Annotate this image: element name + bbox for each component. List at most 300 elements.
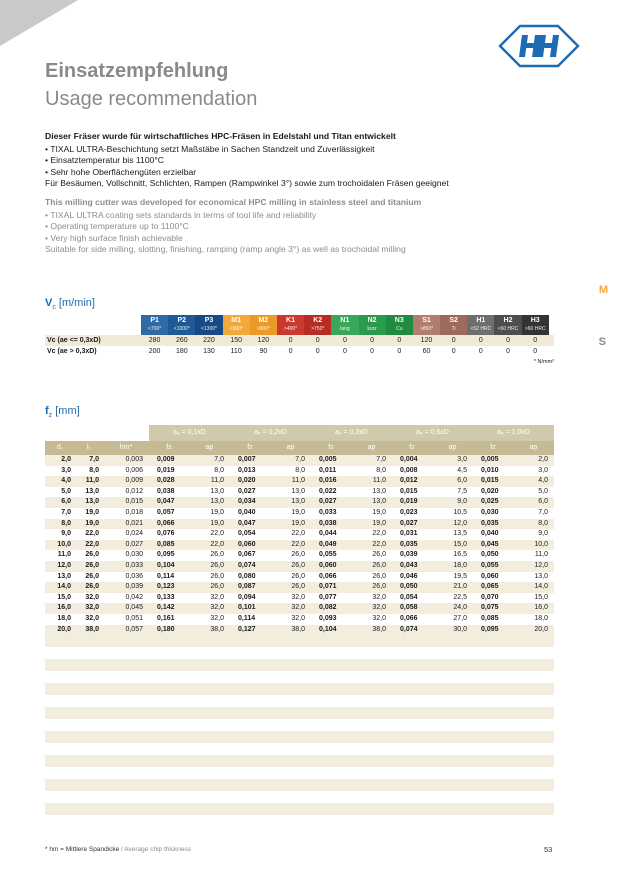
vc-value: 0 [370, 337, 375, 344]
hh-logo-icon [498, 24, 580, 68]
table-cell: 0,080 [238, 572, 256, 580]
table-cell: 32,0 [291, 614, 305, 622]
table-cell: 16,5 [453, 551, 467, 559]
empty-row [45, 767, 554, 779]
table-cell: 22,0 [85, 540, 99, 548]
table-cell: 6,0 [457, 477, 467, 485]
material-name: H3 [530, 317, 540, 324]
table-cell: 0,005 [481, 456, 499, 463]
table-row [45, 455, 554, 466]
col-header-l1: l₁ [87, 444, 91, 451]
table-cell: 0,039 [125, 583, 143, 591]
table-cell: 0,051 [125, 614, 143, 622]
material-name: H1 [476, 317, 486, 324]
table-cell: 0,004 [400, 456, 418, 463]
table-row [45, 614, 554, 625]
col-header-ap: ap [367, 444, 376, 451]
table-cell: 2,0 [61, 456, 71, 463]
footnote [45, 846, 191, 853]
table-cell: 26,0 [291, 561, 305, 569]
vc-value: 200 [148, 348, 161, 355]
table-cell: 32,0 [85, 604, 99, 612]
table-row [45, 593, 554, 604]
table-cell: 15,0 [57, 593, 71, 601]
empty-row [45, 635, 554, 647]
vc-heading [45, 297, 95, 311]
material-header-cell [359, 315, 386, 335]
col-header-fz: fz [409, 444, 415, 451]
col-header-ap: ap [448, 444, 457, 451]
material-header-cell [467, 315, 494, 335]
table-cell: 4,5 [457, 466, 467, 474]
material-spec: <700* [147, 326, 162, 332]
table-cell: 0,058 [400, 604, 418, 612]
material-spec: <60 HRC [497, 326, 519, 332]
table-cell: 0,023 [400, 508, 418, 516]
table-row [45, 529, 554, 540]
intro-line-de: Für Besäumen, Vollschnitt, Schlichten, Rampen (Rampwinkel 3°) sowie zum trochoidalen Fräsen geeignet [45, 177, 449, 188]
table-row [45, 582, 554, 593]
table-cell: 22,0 [372, 530, 386, 538]
vc-value: 280 [148, 337, 161, 344]
table-cell: 0,007 [238, 456, 256, 463]
table-cell: 0,040 [238, 508, 256, 516]
table-cell: 0,114 [157, 572, 175, 580]
material-header-cell [522, 315, 549, 335]
table-cell: 0,013 [238, 466, 256, 474]
table-cell: 9,0 [538, 530, 548, 538]
vc-row-label: Vc (ae > 0,3xD) [47, 348, 97, 355]
vc-value: 120 [257, 337, 270, 344]
vc-value: 0 [370, 348, 375, 355]
intro-bullet-en: • TIXAL ULTRA coating sets standards in terms of tool life and reliability [45, 210, 317, 221]
col-header-fz: fz [328, 444, 334, 451]
empty-row [45, 791, 554, 803]
vc-value: 180 [175, 348, 188, 355]
table-cell: 0,003 [125, 456, 143, 463]
table-cell: 6,0 [61, 498, 71, 506]
vc-value: 120 [420, 337, 433, 344]
table-cell: 19,5 [453, 572, 467, 580]
material-header-cell [331, 315, 358, 335]
table-cell: 26,0 [372, 583, 386, 591]
table-cell: 0,020 [481, 487, 499, 495]
table-cell: 0,030 [125, 551, 143, 559]
table-cell: 0,022 [319, 487, 337, 495]
table-cell: 26,0 [372, 561, 386, 569]
table-cell: 16,0 [534, 604, 548, 612]
table-cell: 14,0 [534, 583, 548, 591]
fz-table [45, 425, 554, 827]
table-cell: 0,104 [157, 561, 175, 569]
table-cell: 18,0 [453, 561, 467, 569]
table-cell: 8,0 [89, 466, 99, 474]
table-cell: 13,0 [372, 487, 386, 495]
material-spec: <900* [229, 326, 243, 332]
table-cell: 19,0 [372, 519, 386, 527]
table-cell: 26,0 [85, 551, 99, 559]
table-cell: 0,015 [125, 498, 143, 506]
vc-value: 150 [230, 337, 242, 344]
table-cell: 0,045 [125, 604, 143, 612]
table-cell: 0,038 [319, 519, 337, 527]
table-cell: 7,5 [457, 487, 467, 495]
table-cell: 0,015 [400, 487, 418, 495]
material-header-cell [250, 315, 277, 335]
page-number: 53 [544, 845, 553, 854]
table-cell: 32,0 [210, 604, 224, 612]
table-cell: 0,076 [157, 530, 175, 538]
col-header-ap: ap [529, 444, 538, 451]
vc-value: 60 [422, 348, 431, 355]
vc-value: 0 [342, 348, 347, 355]
table-cell: 26,0 [85, 572, 99, 580]
table-cell: 0,012 [125, 487, 143, 495]
table-cell: 10,0 [534, 540, 548, 548]
material-name: P3 [204, 317, 214, 324]
table-cell: 6,0 [538, 498, 548, 506]
empty-row [45, 659, 554, 671]
table-row [45, 508, 554, 519]
table-cell: 0,028 [157, 477, 175, 485]
table-cell: 0,043 [400, 561, 418, 569]
table-cell: 0,027 [400, 519, 418, 527]
table-cell: 26,0 [210, 551, 224, 559]
empty-row [45, 779, 554, 791]
vc-value: 220 [203, 337, 215, 344]
table-cell: 0,012 [400, 477, 418, 485]
table-cell: 0,101 [238, 604, 256, 612]
table-cell: 0,027 [125, 540, 143, 548]
material-spec: >400* [283, 326, 298, 332]
table-cell: 16,0 [57, 604, 71, 612]
vc-value: 0 [342, 337, 347, 344]
table-cell: 0,094 [238, 593, 256, 601]
vc-value: 90 [259, 348, 268, 355]
table-cell: 0,030 [481, 508, 499, 516]
table-cell: 22,0 [85, 530, 99, 538]
material-spec: <1000* [173, 326, 190, 332]
table-cell: 32,0 [210, 593, 224, 601]
table-cell: 0,046 [400, 572, 418, 580]
vc-value: 0 [288, 337, 293, 344]
table-cell: 0,042 [125, 593, 143, 601]
material-spec: >60 HRC [524, 326, 546, 332]
table-cell: 5,0 [538, 487, 548, 495]
table-cell: 0,074 [400, 625, 418, 633]
table-cell: 0,024 [125, 530, 143, 538]
table-cell: 0,019 [400, 498, 418, 506]
intro-line-en: Suitable for side milling, slotting, finishing, ramping (ramp angle 3°) as well as trochoidal milling [45, 243, 406, 254]
table-row [45, 487, 554, 498]
table-cell: 3,0 [538, 466, 548, 474]
table-cell: 0,009 [125, 477, 143, 485]
table-cell: 0,036 [125, 572, 143, 580]
table-cell: 0,054 [400, 593, 418, 601]
table-cell: 32,0 [85, 614, 99, 622]
page-title-en: Usage recommendation [45, 88, 258, 110]
vc-value: 0 [397, 348, 402, 355]
table-cell: 22,0 [210, 530, 224, 538]
table-cell: 13,0 [85, 487, 99, 495]
table-cell: 0,025 [481, 498, 499, 506]
table-row [45, 625, 554, 636]
table-cell: 12,0 [57, 561, 71, 569]
vc-value: 0 [506, 337, 510, 344]
table-cell: 26,0 [291, 572, 305, 580]
table-cell: 0,054 [238, 530, 256, 538]
table-cell: 32,0 [85, 593, 99, 601]
table-cell: 7,0 [295, 456, 305, 463]
fz-group-label: aₑ = 0,6xD [416, 429, 449, 436]
table-row [45, 603, 554, 614]
table-row [45, 550, 554, 561]
table-cell: 26,0 [210, 583, 224, 591]
table-cell: 0,057 [125, 625, 143, 633]
vc-value: 0 [315, 337, 320, 344]
col-header-d1: d₁ [56, 444, 64, 451]
table-cell: 9,0 [457, 498, 467, 506]
fz-heading-symbol: f [45, 405, 49, 417]
table-cell: 0,075 [481, 604, 499, 612]
table-cell: 8,0 [376, 466, 386, 474]
table-cell: 11,0 [372, 477, 386, 485]
table-cell: 8,0 [295, 466, 305, 474]
table-cell: 19,0 [210, 508, 224, 516]
table-cell: 0,047 [238, 519, 256, 527]
table-cell: 24,0 [453, 604, 467, 612]
table-cell: 26,0 [291, 583, 305, 591]
table-cell: 11,0 [57, 551, 71, 559]
table-cell: 8,0 [61, 519, 71, 527]
material-spec: <52 HRC [470, 326, 492, 332]
vc-table [45, 315, 554, 365]
table-cell: 8,0 [214, 466, 224, 474]
table-cell: 18,0 [534, 614, 548, 622]
material-header-cell [277, 315, 304, 335]
table-cell: 7,0 [376, 456, 386, 463]
table-cell: 13,0 [210, 487, 224, 495]
empty-row [45, 815, 554, 827]
material-header-cell [440, 315, 467, 335]
table-cell: 0,142 [157, 604, 175, 612]
table-cell: 0,049 [319, 540, 337, 548]
table-cell: 32,0 [291, 604, 305, 612]
table-cell: 0,009 [157, 456, 175, 463]
vc-material-header [141, 315, 554, 335]
table-cell: 26,0 [85, 561, 99, 569]
table-cell: 3,0 [61, 466, 71, 474]
table-cell: 0,077 [319, 593, 337, 601]
intro-bullet-de: • Einsatztemperatur bis 1100°C [45, 155, 165, 166]
empty-row [45, 707, 554, 719]
material-name: S2 [449, 317, 458, 324]
vc-heading-symbol: V [45, 297, 53, 309]
side-tab-m: M [598, 284, 608, 296]
table-cell: 0,015 [481, 477, 499, 485]
col-header-ap: ap [205, 444, 214, 451]
material-name: K1 [286, 317, 295, 324]
table-cell: 0,008 [400, 466, 418, 474]
table-row [45, 540, 554, 551]
vc-row [45, 335, 554, 346]
corner-decoration [0, 0, 78, 46]
table-cell: 32,0 [210, 614, 224, 622]
table-cell: 0,082 [319, 604, 337, 612]
material-header-cell [168, 315, 195, 335]
table-cell: 0,055 [481, 561, 499, 569]
material-name: P1 [150, 317, 159, 324]
table-cell: 13,0 [291, 487, 305, 495]
table-cell: 26,0 [210, 572, 224, 580]
table-cell: 0,033 [125, 561, 143, 569]
table-cell: 0,114 [238, 614, 256, 622]
material-spec: kurz [367, 326, 377, 332]
table-cell: 0,034 [238, 498, 256, 506]
table-cell: 0,066 [400, 614, 418, 622]
table-cell: 0,066 [157, 519, 175, 527]
material-name: H2 [503, 317, 513, 324]
table-cell: 0,087 [238, 583, 256, 591]
fz-heading [45, 405, 80, 419]
table-cell: 0,060 [481, 572, 499, 580]
table-cell: 13,0 [85, 498, 99, 506]
table-cell: 8,0 [538, 519, 548, 527]
vc-value: 0 [288, 348, 293, 355]
material-header-cell [223, 315, 250, 335]
empty-row [45, 719, 554, 731]
table-cell: 0,033 [319, 508, 337, 516]
vc-value: 0 [506, 348, 510, 355]
table-row [45, 466, 554, 477]
side-tab-s: S [598, 336, 606, 348]
col-header-fz: fz [166, 444, 172, 451]
table-cell: 13,0 [57, 572, 71, 580]
table-cell: 27,0 [453, 614, 467, 622]
table-cell: 0,018 [125, 508, 143, 516]
table-cell: 0,071 [319, 583, 337, 591]
table-cell: 0,035 [481, 519, 499, 527]
table-cell: 0,027 [319, 498, 337, 506]
table-cell: 22,5 [453, 593, 467, 601]
material-header-cell [386, 315, 413, 335]
table-cell: 4,0 [61, 477, 71, 485]
table-cell: 0,085 [481, 614, 499, 622]
material-header-cell [141, 315, 168, 335]
table-cell: 13,0 [372, 498, 386, 506]
table-cell: 4,0 [538, 477, 548, 485]
table-cell: 0,123 [157, 583, 175, 591]
vc-value: 0 [478, 348, 483, 355]
table-cell: 19,0 [85, 519, 99, 527]
table-cell: 38,0 [291, 625, 305, 633]
vc-value: 130 [203, 348, 215, 355]
table-cell: 11,0 [210, 477, 224, 485]
table-cell: 13,5 [453, 530, 467, 538]
table-cell: 7,0 [61, 508, 71, 516]
empty-row [45, 695, 554, 707]
material-name: K2 [313, 317, 323, 324]
table-cell: 0,133 [157, 593, 175, 601]
material-name: N1 [340, 317, 350, 324]
vc-value: 110 [230, 348, 242, 355]
table-cell: 19,0 [372, 508, 386, 516]
table-cell: 5,0 [61, 487, 71, 495]
table-cell: 20,0 [534, 625, 548, 633]
table-cell: 0,011 [319, 466, 337, 474]
table-cell: 0,074 [238, 561, 256, 569]
table-cell: 0,021 [125, 519, 143, 527]
table-cell: 38,0 [210, 625, 224, 633]
table-cell: 38,0 [372, 625, 386, 633]
vc-value: 0 [533, 337, 538, 344]
table-cell: 22,0 [291, 530, 305, 538]
table-cell: 32,0 [291, 593, 305, 601]
material-spec: Cu [396, 326, 403, 332]
fz-group-label: aₑ = 0,3xD [335, 429, 368, 436]
table-cell: 15,0 [534, 593, 548, 601]
footnote-de: * hm = Mittlere Spandicke [45, 846, 120, 853]
empty-row [45, 671, 554, 683]
table-row [45, 497, 554, 508]
table-cell: 0,060 [319, 561, 337, 569]
table-cell: 0,057 [157, 508, 175, 516]
material-spec: Ti [451, 326, 456, 332]
table-cell: 0,093 [319, 614, 337, 622]
table-cell: 22,0 [210, 540, 224, 548]
material-spec: >850* [419, 326, 434, 332]
fz-group-header [149, 425, 554, 441]
table-cell: 0,095 [157, 551, 175, 559]
table-cell: 12,0 [453, 519, 467, 527]
empty-row [45, 731, 554, 743]
table-cell: 26,0 [85, 583, 99, 591]
table-cell: 11,0 [291, 477, 305, 485]
table-cell: 0,006 [125, 466, 143, 474]
vc-note: * N/mm² [533, 359, 554, 365]
material-spec: >900* [256, 326, 270, 332]
table-cell: 0,005 [319, 456, 337, 463]
table-cell: 0,035 [400, 540, 418, 548]
vc-value: 0 [478, 337, 483, 344]
table-cell: 0,180 [157, 625, 175, 633]
table-cell: 0,065 [481, 583, 499, 591]
table-cell: 0,019 [157, 466, 175, 474]
table-cell: 13,0 [534, 572, 548, 580]
table-cell: 0,031 [400, 530, 418, 538]
table-cell: 18,0 [57, 614, 71, 622]
table-cell: 38,0 [85, 625, 99, 633]
vc-row-label: Vc (ae <= 0,3xD) [47, 337, 101, 344]
table-cell: 0,085 [157, 540, 175, 548]
table-cell: 0,050 [400, 583, 418, 591]
table-cell: 32,0 [372, 593, 386, 601]
table-cell: 9,0 [61, 530, 71, 538]
table-cell: 26,0 [210, 561, 224, 569]
material-header-cell [413, 315, 440, 335]
material-name: N2 [367, 317, 377, 324]
table-row [45, 519, 554, 530]
col-header-fz: fz [490, 444, 496, 451]
vc-row [45, 346, 554, 357]
table-cell: 22,0 [291, 540, 305, 548]
empty-row [45, 683, 554, 695]
vc-heading-subscript: c [52, 304, 56, 312]
fz-group-label: aₑ = 1,0xD [497, 429, 530, 436]
vc-value: 0 [451, 337, 456, 344]
material-name: M1 [231, 317, 242, 324]
table-cell: 0,055 [319, 551, 337, 559]
